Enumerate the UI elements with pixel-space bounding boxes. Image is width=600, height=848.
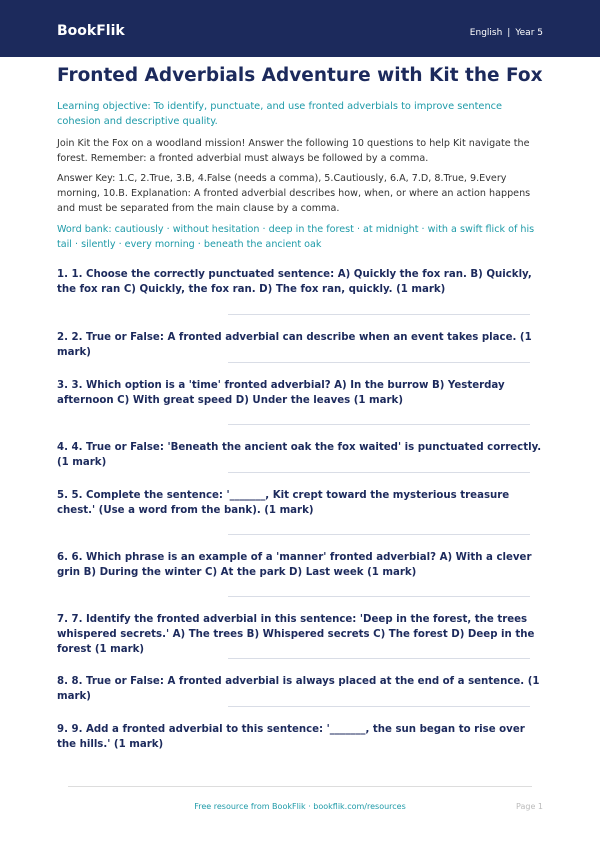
answer-line-7[interactable] [228, 658, 530, 659]
question-9: 9. 9. Add a fronted adverbial to this sentence: '_______, the sun began to rise over the hills.' (1 mark) [57, 724, 525, 750]
answer-line-1[interactable] [228, 314, 530, 315]
answer-line-2[interactable] [228, 362, 530, 363]
page-title: Fronted Adverbials Adventure with Kit the Fox [57, 65, 543, 86]
answer-line-8[interactable] [228, 706, 530, 707]
learning-objective: Learning objective: To identify, punctuate, and use fronted adverbials to improve sentence cohesion and descriptive quality. [57, 101, 503, 127]
answer-line-3[interactable] [228, 424, 530, 425]
answer-line-4[interactable] [228, 472, 530, 473]
question-6: 6. 6. Which phrase is an example of a 'manner' fronted adverbial? A) With a clever grin B) During the winter C) At the park D) Last week (1 mark) [57, 552, 532, 578]
intro-text: Join Kit the Fox on a woodland mission! Answer the following 10 questions to help Kit navigate the forest. Remember: a fronted adverbial must always be followed by a comma. [57, 138, 530, 164]
answer-line-6[interactable] [228, 596, 530, 597]
footer-divider [68, 786, 532, 787]
question-7: 7. 7. Identify the fronted adverbial in this sentence: 'Deep in the forest, the trees whispered secrets.' A) The trees B) Whispered secrets C) The forest D) Deep in the forest (1 mark) [57, 614, 535, 655]
word-bank: Word bank: cautiously · without hesitation · deep in the forest · at midnight · with a swift flick of his tail · silently · every morning · beneath the ancient oak [57, 224, 535, 250]
page-number: Page 1 [516, 802, 543, 811]
question-2: 2. 2. True or False: A fronted adverbial can describe when an event takes place. (1 mark) [57, 332, 532, 358]
page-header [0, 0, 600, 57]
question-4: 4. 4. True or False: 'Beneath the ancient oak the fox waited' is punctuated correctly. (1 mark) [57, 442, 542, 468]
question-5: 5. 5. Complete the sentence: '_______, Kit crept toward the mysterious treasure chest.' (Use a word from the bank). (1 mark) [57, 490, 510, 516]
answer-key: Answer Key: 1.C, 2.True, 3.B, 4.False (needs a comma), 5.Cautiously, 6.A, 7.D, 8.True, 9.Every morning, 10.B. Explanation: A fronted adverbial describes how, when, or where an action happens and must be separated from the main clause by a comma. [57, 173, 531, 214]
question-3: 3. 3. Which option is a 'time' fronted adverbial? A) In the burrow B) Yesterday afternoon C) With great speed D) Under the leaves (1 mark) [57, 380, 505, 406]
footer-text: Free resource from BookFlik · bookflik.com/resources [194, 802, 406, 811]
question-1: 1. 1. Choose the correctly punctuated sentence: A) Quickly the fox ran. B) Quickly, the fox ran C) Quickly, the fox ran. D) The fox ran, quickly. (1 mark) [57, 269, 532, 295]
year-label: Year 5 [515, 28, 543, 38]
brand-logo-text: BookFlik [57, 23, 125, 39]
answer-line-5[interactable] [228, 534, 530, 535]
header-meta [470, 28, 543, 38]
header-separator: | [507, 28, 511, 38]
language-label: English [469, 28, 503, 38]
question-8: 8. 8. True or False: A fronted adverbial is always placed at the end of a sentence. (1 mark) [57, 676, 540, 702]
